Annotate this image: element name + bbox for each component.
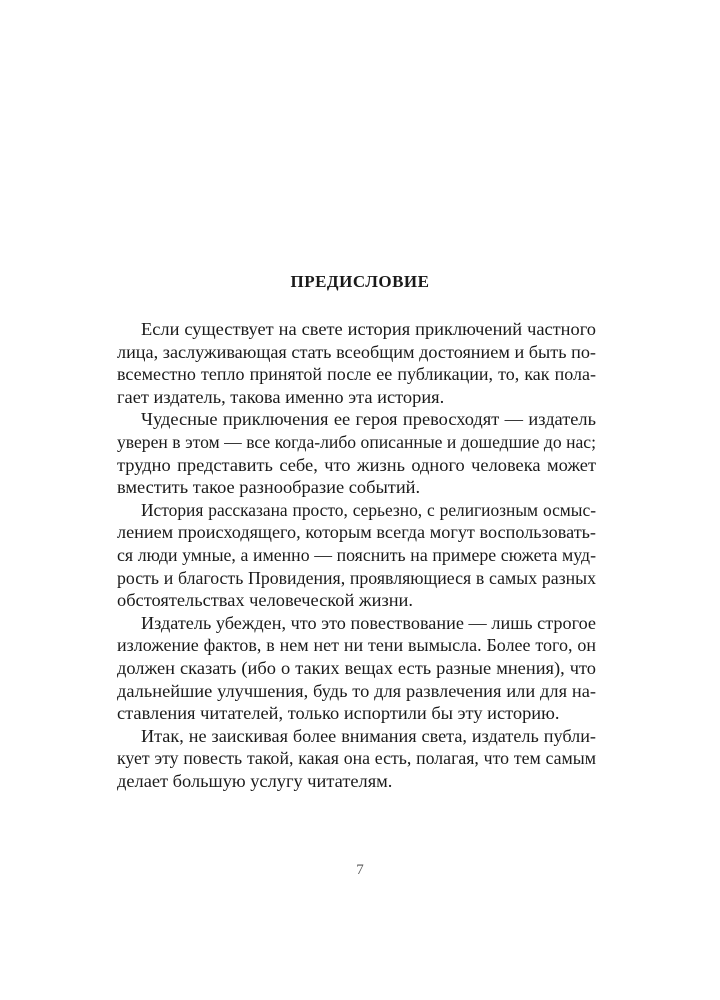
body-text bbox=[117, 318, 596, 792]
text-line: всеместно тепло принятой после ее публикации, то, как пола- bbox=[117, 364, 596, 385]
text-line: ставления читателей, только испортили бы эту историю. bbox=[117, 703, 560, 724]
text-line: трудно представить себе, что жизнь одного человека может bbox=[117, 454, 596, 475]
text-line: изложение фактов, в нем нет ни тени вымысла. Более того, он bbox=[117, 635, 596, 656]
text-line: делает большую услугу читателям. bbox=[117, 770, 393, 791]
text-line: кует эту повесть такой, какая она есть, полагая, что тем самым bbox=[117, 748, 596, 769]
text-line: лица, заслуживающая стать всеобщим достоянием и быть по- bbox=[117, 341, 596, 362]
text-line: обстоятельствах человеческой жизни. bbox=[117, 590, 414, 611]
text-line: Если существует на свете история приключений частного bbox=[141, 319, 596, 339]
text-line: лением происходящего, которым всегда могут воспользовать- bbox=[117, 522, 596, 543]
text-line: ся люди умные, а именно — пояснить на примере сюжета муд- bbox=[117, 544, 596, 565]
text-line: Итак, не заискивая более внимания света, издатель публи- bbox=[141, 725, 596, 746]
text-line: должен сказать (ибо о таких вещах есть разные мнения), что bbox=[117, 657, 596, 678]
page-title: ПРЕДИСЛОВИЕ bbox=[290, 272, 430, 291]
text-line: гает издатель, такова именно эта история. bbox=[117, 386, 445, 407]
text-line: Чудесные приключения ее героя превосходят — издатель bbox=[141, 409, 596, 430]
text-line: вместить такое разнообразие событий. bbox=[117, 477, 421, 498]
page-number: 7 bbox=[356, 862, 364, 878]
text-line: рость и благость Провидения, проявляющиеся в самых разных bbox=[117, 567, 596, 588]
text-line: Издатель убежден, что это повествование — лишь строгое bbox=[141, 612, 596, 633]
text-line: История рассказана просто, серьезно, с религиозным осмыс- bbox=[141, 499, 596, 520]
text-line: дальнейшие улучшения, будь то для развлечения или для на- bbox=[117, 680, 596, 701]
text-line: уверен в этом — все когда-либо описанные и дошедшие до нас; bbox=[117, 431, 596, 452]
